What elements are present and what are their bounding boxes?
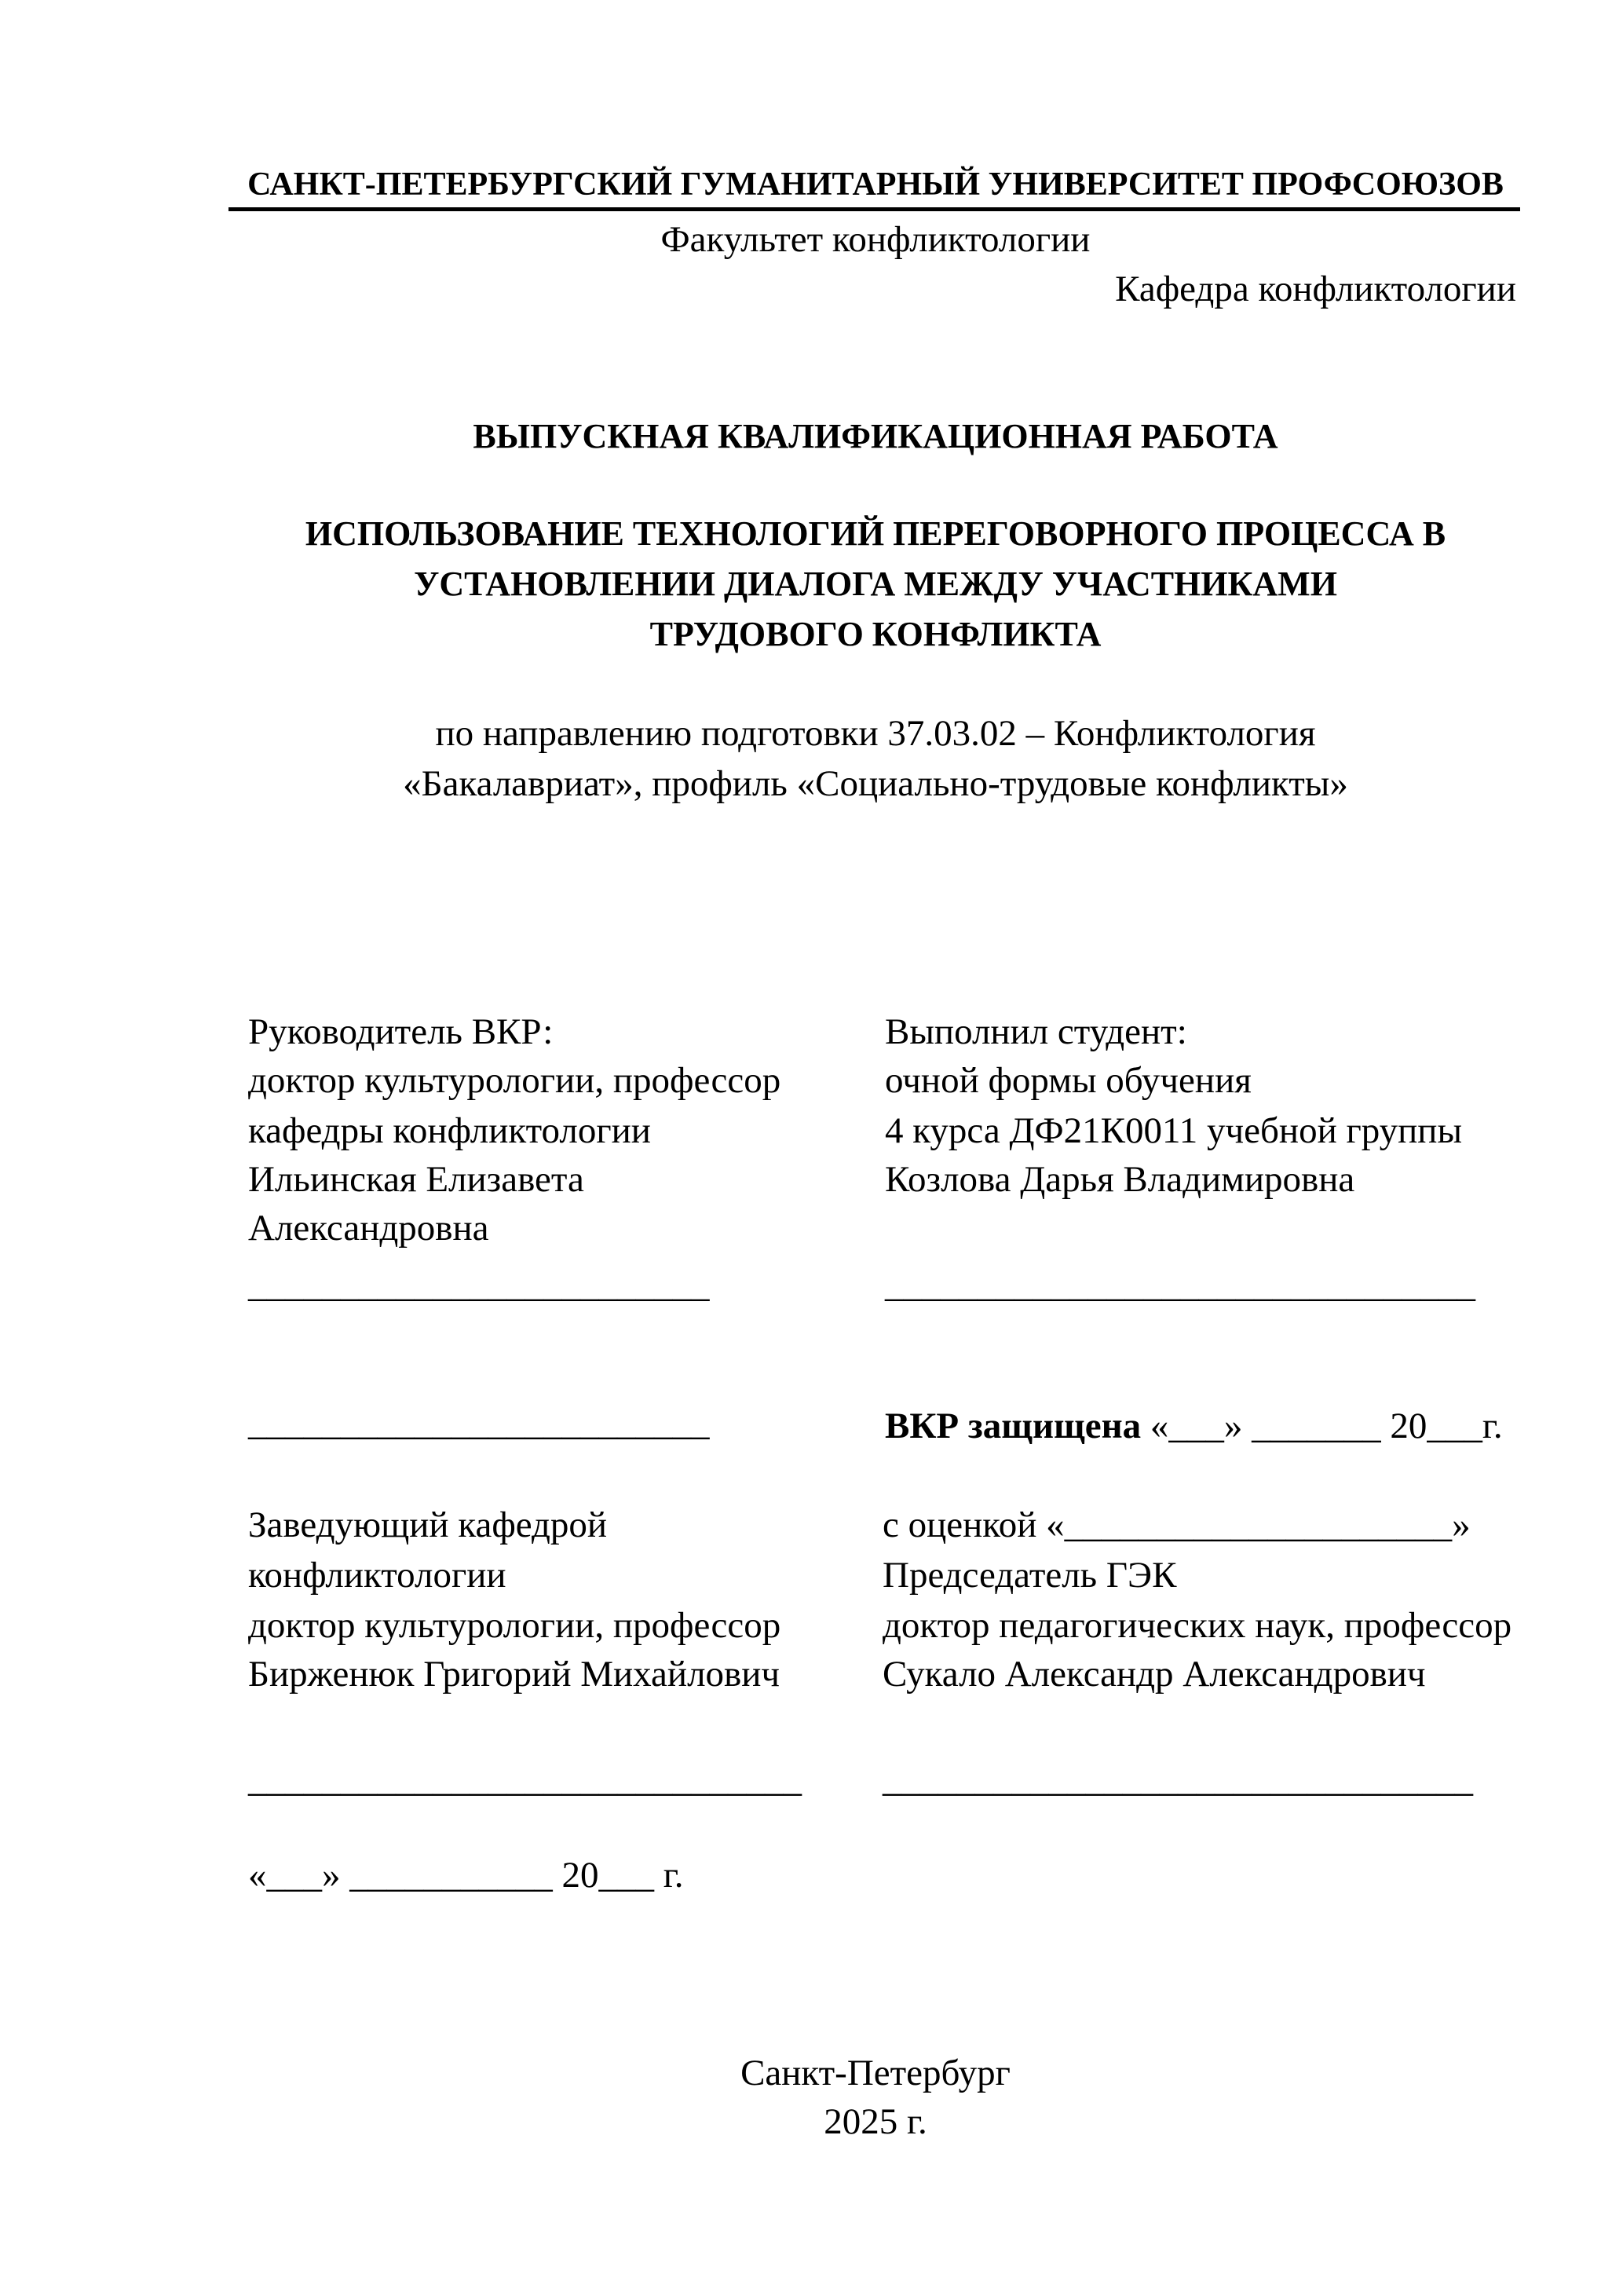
thesis-title-line-2: УСТАНОВЛЕНИИ ДИАЛОГА МЕЖДУ УЧАСТНИКАМИ	[414, 565, 1337, 603]
defense-date: «___» _______ 20___г.	[1141, 1406, 1503, 1446]
direction-line-1: по направлению подготовки 37.03.02 – Конфликтология	[435, 713, 1316, 754]
supervisor-label: Руководитель ВКР:	[248, 1011, 554, 1052]
defense-line	[885, 1401, 1503, 1451]
head-signature-date: «___» ___________ 20___ г.	[248, 1855, 684, 1896]
supervisor-degree: доктор культурологии, профессор	[248, 1060, 781, 1101]
work-type: ВЫПУСКНАЯ КВАЛИФИКАЦИОННАЯ РАБОТА	[473, 417, 1278, 455]
head-department: конфликтологии	[248, 1555, 506, 1596]
chairman-signature-line: ________________________________	[883, 1759, 1473, 1800]
faculty-name: Факультет конфликтологии	[660, 219, 1091, 260]
footer-city: Санкт-Петербург	[740, 2053, 1011, 2093]
supervisor-patronymic: Александровна	[248, 1208, 489, 1249]
defense-grade: с оценкой «_____________________»	[883, 1504, 1471, 1545]
student-label: Выполнил студент:	[885, 1011, 1187, 1052]
chairman-degree: доктор педагогических наук, профессор	[883, 1605, 1512, 1646]
supervisor-signature-line-2: _________________________	[248, 1402, 710, 1443]
head-degree: доктор культурологии, профессор	[248, 1605, 781, 1646]
supervisor-signature-line: _________________________	[248, 1264, 710, 1305]
student-group: 4 курса ДФ21К0011 учебной группы	[885, 1110, 1463, 1151]
head-name: Бирженюк Григорий Михайлович	[248, 1654, 780, 1695]
defense-label: ВКР защищена	[885, 1406, 1142, 1446]
header-divider	[228, 207, 1520, 211]
head-signature-line: ______________________________	[248, 1759, 802, 1800]
supervisor-department: кафедры конфликтологии	[248, 1110, 651, 1151]
thesis-title-line-1: ИСПОЛЬЗОВАНИЕ ТЕХНОЛОГИЙ ПЕРЕГОВОРНОГО ПРОЦЕССА В	[305, 514, 1446, 553]
university-name: САНКТ-ПЕТЕРБУРГСКИЙ ГУМАНИТАРНЫЙ УНИВЕРСИТЕТ ПРОФСОЮЗОВ	[247, 166, 1504, 203]
direction-line-2: «Бакалавриат», профиль «Социально-трудовые конфликты»	[403, 763, 1348, 804]
thesis-title-line-3: ТРУДОВОГО КОНФЛИКТА	[649, 615, 1102, 653]
supervisor-name: Ильинская Елизавета	[248, 1159, 584, 1200]
department-name: Кафедра конфликтологии	[1115, 269, 1516, 309]
student-signature-line: ________________________________	[885, 1264, 1475, 1305]
footer-year: 2025 г.	[824, 2101, 927, 2142]
chairman-label: Председатель ГЭК	[883, 1555, 1177, 1596]
head-label: Заведующий кафедрой	[248, 1504, 608, 1545]
student-study-form: очной формы обучения	[885, 1060, 1252, 1101]
student-name: Козлова Дарья Владимировна	[885, 1159, 1355, 1200]
chairman-name: Сукало Александр Александрович	[883, 1654, 1426, 1695]
